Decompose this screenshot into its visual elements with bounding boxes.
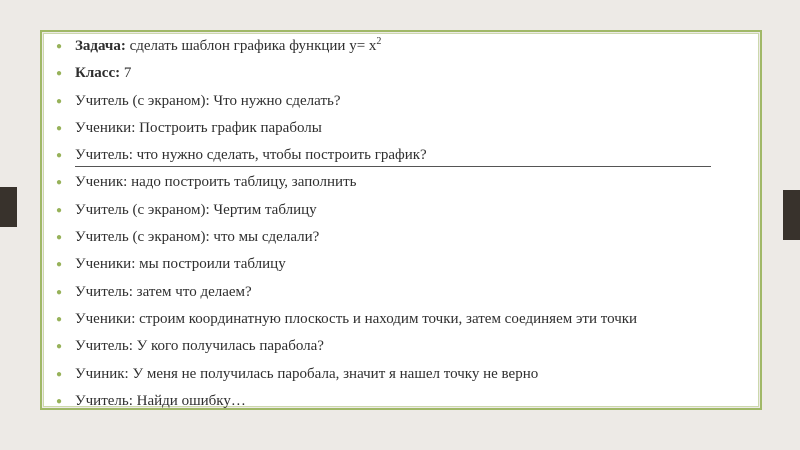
- list-item-task: [54, 33, 754, 60]
- list-item-grade: [54, 60, 754, 87]
- bullet-icon: ●: [56, 341, 63, 353]
- bullet-icon: ●: [56, 259, 63, 271]
- list-item-text: Ученик: надо построить таблицу, заполнить: [75, 174, 357, 191]
- list-item: [54, 88, 754, 115]
- list-item-text: Учитель (с экраном): Что нужно сделать?: [75, 92, 341, 109]
- list-item: [54, 115, 754, 142]
- list-item: [54, 333, 754, 360]
- list-item-text: Учитель (с экраном): Чертим таблицу: [75, 201, 317, 218]
- bullet-icon: ●: [56, 68, 63, 80]
- grade-label: Класс:: [75, 65, 121, 82]
- list-item: [54, 279, 754, 306]
- bullet-icon: ●: [56, 177, 63, 189]
- bullet-icon: ●: [56, 122, 63, 134]
- list-item: [54, 361, 754, 388]
- list-item-text: Учитель: затем что делаем?: [75, 283, 252, 300]
- list-item: [54, 169, 754, 196]
- task-superscript: 2: [376, 36, 382, 47]
- list-item: [54, 197, 754, 224]
- list-item: [54, 224, 754, 251]
- bullet-icon: ●: [56, 41, 63, 52]
- bullet-list: [54, 33, 754, 415]
- list-item: [54, 306, 754, 333]
- list-item-text: Учитель: У кого получилась парабола?: [75, 338, 324, 355]
- bullet-icon: ●: [56, 395, 63, 407]
- list-item-text: Ученики: Построить график параболы: [75, 119, 322, 136]
- bullet-icon: ●: [56, 150, 63, 162]
- task-text: сделать шаблон графика функции у= х: [125, 38, 377, 54]
- list-item: [54, 142, 754, 169]
- bullet-icon: ●: [56, 313, 63, 325]
- list-item-text: Ученики: мы построили таблицу: [75, 256, 286, 273]
- list-item: [54, 251, 754, 278]
- list-item-text: Учитель: что нужно сделать, чтобы построить график?: [75, 144, 711, 167]
- list-item-text: Учитель (с экраном): что мы сделали?: [75, 229, 320, 246]
- bullet-icon: ●: [56, 286, 63, 298]
- bullet-icon: ●: [56, 204, 63, 216]
- list-item-text: Учитель: Найди ошибку…: [75, 392, 246, 409]
- bullet-icon: ●: [56, 368, 63, 380]
- bullet-icon: ●: [56, 232, 63, 244]
- left-decor-tab: [0, 187, 17, 227]
- task-label: Задача:: [75, 38, 126, 54]
- grade-text: 7: [120, 65, 132, 82]
- right-decor-tab: [783, 190, 800, 240]
- bullet-icon: ●: [56, 95, 63, 107]
- list-item-text: Ученики: строим координатную плоскость и находим точки, затем соединяем эти точки: [75, 310, 638, 327]
- list-item: [54, 388, 754, 415]
- list-item-text: Учиник: У меня не получилась паробала, значит я нашел точку не верно: [75, 365, 539, 382]
